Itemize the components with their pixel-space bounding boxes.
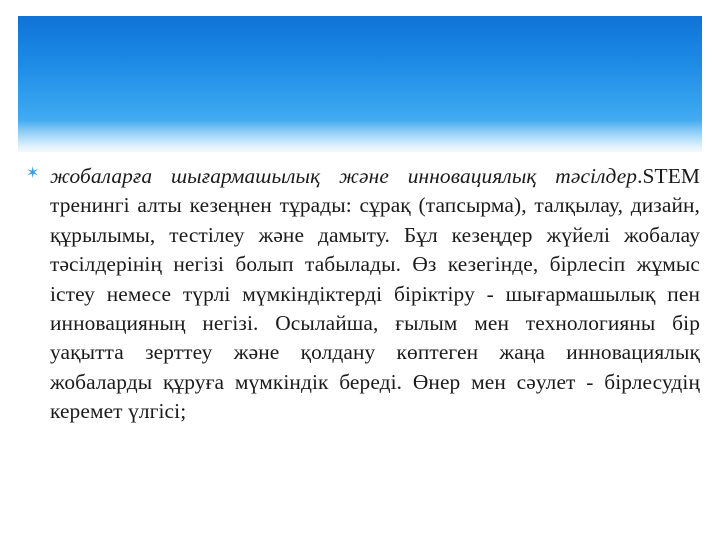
header-banner-fade <box>18 120 702 160</box>
italic-lead-text: жобаларға шығармашылық және инновациялық тәсілдер <box>50 164 638 188</box>
paragraph-text: .STEM тренингі алты кезеңнен тұрады: сұрақ (тапсырма), талқылау, дизайн, құрылымы, тестілеу және дамыту. Бұл кезеңдер жүйелі жобалау тәсілдерінің негізі болып табылады. Өз кезегінде, бірлесіп жұмыс істеу немесе түрлі мүмкіндіктерді біріктіру - шығармашылық пен инновацияның негізі. Осылайша, ғылым мен технологияны бір уақытта зерттеу және қолдану көптеген жаңа инновациялық жобаларды құруға мүмкіндік береді. Өнер мен сәулет - бірлесудің керемет үлгісі; <box>50 164 700 424</box>
asterisk-bullet-icon: ✶ <box>26 163 40 182</box>
bullet-paragraph <box>50 162 700 427</box>
